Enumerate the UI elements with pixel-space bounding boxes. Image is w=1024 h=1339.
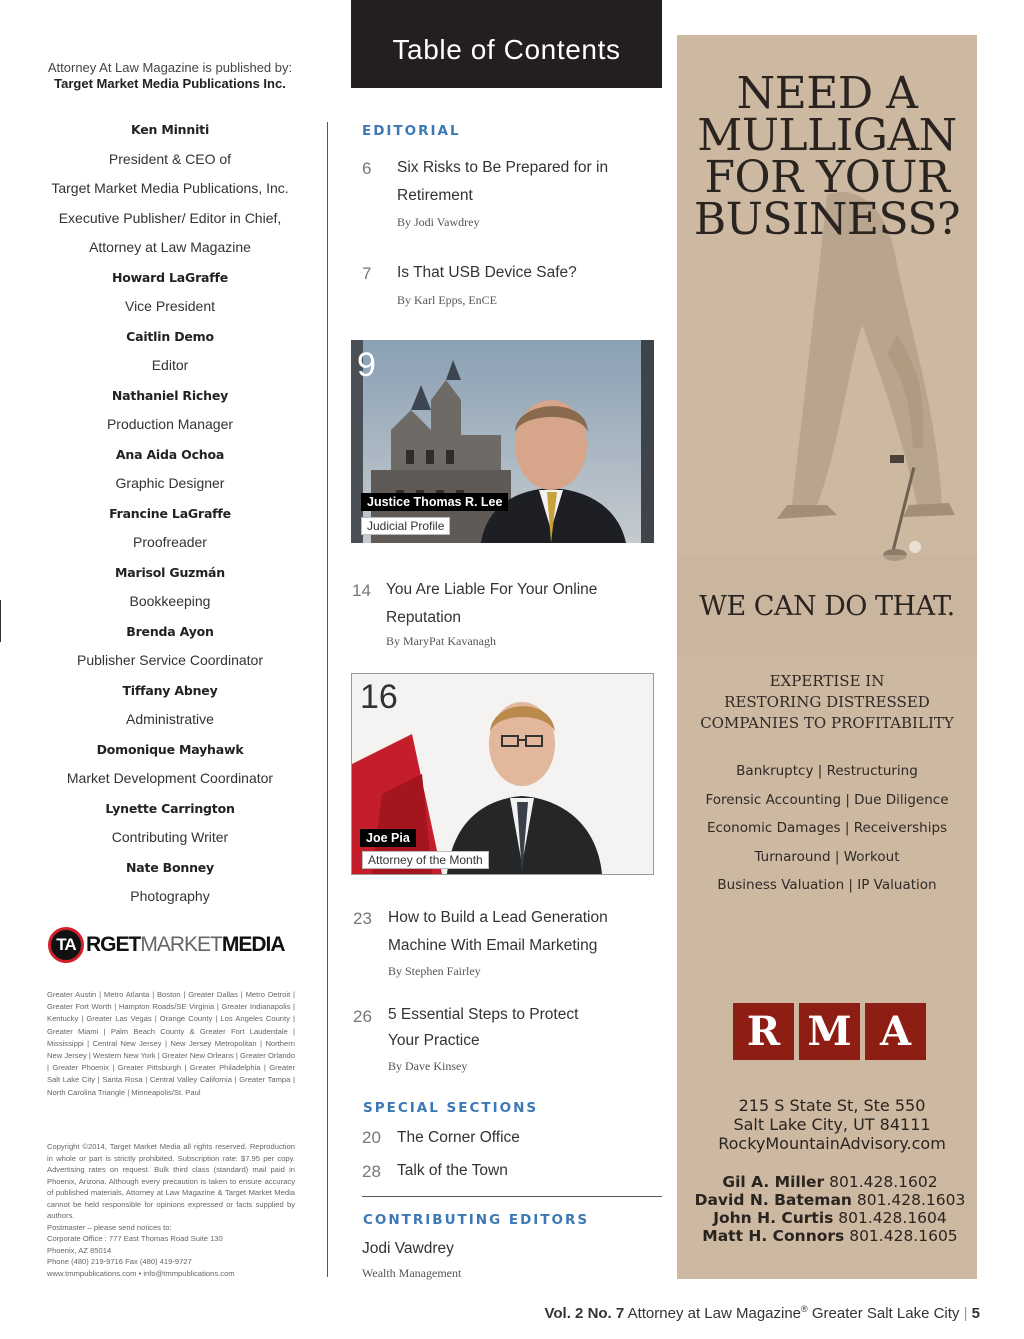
ad-headline-line: FOR YOUR (704, 152, 950, 203)
ad-contact-phone[interactable]: 801.428.1605 (849, 1227, 958, 1245)
special-title[interactable]: Talk of the Town (397, 1162, 508, 1179)
staff-role: Executive Publisher/ Editor in Chief, (58, 209, 282, 226)
entry-title-line: Six Risks to Be Prepared for in (397, 159, 609, 176)
entry-byline: By Jodi Vawdrey (397, 215, 480, 229)
staff-name: Marisol Guzmán (115, 564, 225, 580)
rma-logo-letter: M (799, 1003, 860, 1060)
ad-website-link[interactable]: RockyMountainAdvisory.com (718, 1134, 946, 1153)
photo-page-number: 9 (357, 346, 376, 384)
copyright-notice (47, 1141, 295, 1279)
footer-magazine: Attorney at Law Magazine (627, 1305, 802, 1322)
ad-service-item: Turnaround | Workout (754, 848, 900, 865)
ad-headline (677, 68, 977, 245)
markets-list: Greater Austin | Metro Atlanta | Boston | Greater Dallas | Metro Detroit | Greater Fort Worth | Hampton Roads/SE Virginia | Greater Indianapolis | Kentucky | Greater Las Vegas | Orange County | Los Angeles County | Greater Miami | Palm Beach County & Greater Fort Lauderdale | Mississippi | Central New Jersey | New Jersey Metropolitan | Northern New Jersey | Western New York | Greater New Orleans | Greater Orlando | Greater Phoenix | Greater Pittsburgh | Greater Philadelphia | Greater Salt Lake City | Santa Rosa | Central Valley California | Greater Tampa | North Carolina Triangle | Minneapolis/St. Paul (47, 990, 295, 1097)
phone-line: Phone (480) 219-9716 Fax (480) 419-9727 (47, 1257, 192, 1266)
staff-role: Vice President (124, 298, 215, 314)
ad-service-item: Business Valuation | IP Valuation (717, 877, 937, 893)
contributing-editor-name: Jodi Vawdrey (362, 1240, 454, 1257)
ad-contact-row (677, 1209, 977, 1227)
judicial-profile-photo[interactable] (351, 340, 654, 543)
staff-role: Administrative (126, 711, 214, 727)
staff-role: Photography (130, 888, 210, 904)
footer-separator: | (963, 1305, 968, 1322)
staff-name: Ana Aida Ochoa (115, 446, 225, 462)
ad-headline-line: MULLIGAN (697, 110, 957, 161)
section-heading-special: SPECIAL SECTIONS (363, 1100, 539, 1116)
ad-contact-row (677, 1191, 977, 1209)
entry-title-line: Retirement (397, 187, 473, 204)
ad-contact-name: David N. Bateman (694, 1191, 852, 1209)
entry-title[interactable] (388, 1002, 658, 1054)
ad-contact-name: Matt H. Connors (702, 1227, 845, 1245)
rma-logo-letter: A (865, 1003, 926, 1060)
staff-name: Nate Bonney (125, 859, 215, 875)
photo-caption-name: Joe Pia (360, 829, 416, 847)
ad-expertise-line: RESTORING DISTRESSED (724, 693, 930, 711)
ad-contact-name: John H. Curtis (713, 1209, 834, 1227)
rma-advertisement[interactable] (677, 35, 977, 1279)
entry-byline: By MaryPat Kavanagh (386, 634, 496, 648)
ad-expertise-line: EXPERTISE IN (769, 672, 885, 690)
entry-page-number: 6 (362, 159, 372, 178)
staff-name: Tiffany Abney (122, 682, 218, 698)
entry-page-number: 14 (352, 581, 371, 600)
entry-title-line: You Are Liable For Your Online (386, 581, 598, 598)
staff-role: Contributing Writer (111, 829, 229, 845)
staff-name: Caitlin Demo (126, 328, 214, 344)
ad-contacts (677, 1173, 977, 1245)
ad-contact-phone[interactable]: 801.428.1604 (838, 1209, 947, 1227)
special-page-number: 28 (362, 1162, 381, 1181)
staff-role: Attorney at Law Magazine (89, 239, 251, 255)
ad-address (677, 1096, 977, 1153)
staff-role: Bookkeeping (129, 593, 211, 609)
entry-title-line: 5 Essential Steps to Protect (388, 1006, 579, 1023)
special-title[interactable]: The Corner Office (397, 1129, 520, 1146)
ad-contact-phone[interactable]: 801.428.1602 (829, 1173, 938, 1191)
entry-title[interactable]: Is That USB Device Safe? (397, 264, 577, 281)
staff-name: Ken Minniti (130, 122, 210, 137)
ad-service-item: Forensic Accounting | Due Diligence (705, 791, 949, 808)
staff-name: Nathaniel Richey (111, 387, 229, 403)
staff-role: Proofreader (133, 534, 207, 550)
toc-header (351, 0, 662, 88)
entry-title[interactable] (386, 576, 656, 632)
publisher-name: Target Market Media Publications Inc. (54, 76, 286, 91)
logo-text-part1: RGET (86, 933, 141, 956)
staff-role: Publisher Service Coordinator (77, 652, 263, 668)
logo-circle-text: TA (56, 935, 76, 954)
entry-page-number: 23 (353, 909, 372, 928)
ad-contact-name: Gil A. Miller (722, 1173, 825, 1191)
target-market-media-logo (48, 923, 298, 967)
section-divider (362, 1196, 662, 1197)
ad-services-list (677, 757, 977, 900)
attorney-of-month-photo[interactable] (351, 673, 654, 875)
column-divider (327, 122, 328, 1277)
logo-text-part2: MARKET (140, 933, 222, 956)
ad-service-item: Economic Damages | Receiverships (706, 820, 948, 836)
footer-page-number: 5 (971, 1305, 980, 1322)
entry-byline: By Stephen Fairley (388, 964, 481, 978)
toc-title: Table of Contents (392, 34, 621, 65)
contributing-editor-area: Wealth Management (362, 1266, 462, 1280)
section-heading-contributing: CONTRIBUTING EDITORS (363, 1212, 590, 1228)
entry-title[interactable] (388, 904, 658, 960)
staff-role: President & CEO of (108, 150, 232, 167)
staff-masthead (30, 115, 310, 912)
publisher-info (30, 60, 310, 92)
ad-contact-phone[interactable]: 801.428.1603 (856, 1191, 966, 1209)
footer-registered-mark: ® (801, 1304, 808, 1314)
page-edge-mark (0, 600, 1, 642)
special-page-number: 20 (362, 1128, 381, 1147)
ad-headline-line: NEED A (736, 68, 918, 119)
judicial-profile-image (351, 340, 654, 543)
entry-title-line: How to Build a Lead Generation (388, 909, 608, 926)
entry-byline: By Dave Kinsey (388, 1059, 468, 1073)
entry-page-number: 26 (353, 1007, 372, 1026)
entry-title-line: Reputation (386, 609, 461, 626)
ad-headline-line: BUSINESS? (693, 194, 961, 245)
staff-role: Production Manager (106, 416, 234, 432)
footer-volume: Vol. 2 No. 7 (544, 1305, 625, 1322)
staff-role: Editor (151, 357, 189, 373)
office-line: Corporate Office : 777 East Thomas Road Suite 130 (47, 1234, 223, 1243)
ad-contact-row (677, 1227, 977, 1245)
rma-logo-letter: R (733, 1003, 794, 1060)
logo-circle-icon (48, 927, 84, 963)
ad-tagline: WE CAN DO THAT. (699, 591, 955, 622)
logo-text-part3: MEDIA (221, 933, 285, 956)
ad-expertise-line: COMPANIES TO PROFITABILITY (700, 714, 954, 732)
photo-page-number: 16 (360, 678, 398, 716)
staff-name: Domonique Mayhawk (96, 741, 244, 757)
staff-name: Howard LaGraffe (111, 269, 229, 285)
photo-caption-role: Judicial Profile (361, 517, 450, 535)
ad-service-item: Bankruptcy | Restructuring (736, 763, 918, 779)
ad-address-street: 215 S State St, Ste 550 (738, 1096, 926, 1115)
page-footer (545, 1304, 981, 1322)
entry-page-number: 7 (362, 264, 372, 283)
city-line: Phoenix, AZ 85014 (47, 1245, 112, 1255)
entry-byline: By Karl Epps, EnCE (397, 293, 497, 307)
section-heading-editorial: EDITORIAL (362, 123, 461, 139)
staff-name: Brenda Ayon (126, 623, 214, 639)
postmaster-line: Postmaster – please send notices to: (47, 1222, 172, 1232)
copyright-body: Copyright ©2014, Target Market Media all rights reserved. Reproduction in whole or part is strictly prohibited. Subscription rate: $7.95 per copy. Advertising rates on request. Bulk third class (standard) mail paid in Phoenix, Arizona. Although every precaution is taken to ensure accuracy of published materials, Attorney at Law Magazine & Target Market Media cannot be held responsible for opinions expressed or facts supplied by authors. (47, 1142, 295, 1220)
staff-name: Francine LaGraffe (109, 505, 231, 521)
entry-title[interactable] (397, 154, 657, 210)
publisher-line: Attorney At Law Magazine is published by: (47, 60, 293, 75)
rma-logo (733, 1003, 926, 1060)
staff-role: Graphic Designer (115, 475, 225, 491)
entry-title-line: Your Practice (388, 1032, 480, 1049)
staff-name: Lynette Carrington (105, 800, 235, 816)
ad-expertise (677, 671, 977, 734)
footer-city: Greater Salt Lake City (811, 1305, 960, 1322)
entry-title-line: Machine With Email Marketing (388, 937, 598, 954)
web-line: www.tmmpublications.com • info@tmmpublications.com (47, 1268, 235, 1278)
staff-role: Market Development Coordinator (66, 770, 274, 786)
photo-caption-role: Attorney of the Month (362, 851, 489, 869)
ad-address-city: Salt Lake City, UT 84111 (733, 1115, 931, 1134)
ad-contact-row (677, 1173, 977, 1191)
staff-role: Target Market Media Publications, Inc. (51, 180, 289, 196)
photo-caption-name: Justice Thomas R. Lee (361, 493, 508, 511)
